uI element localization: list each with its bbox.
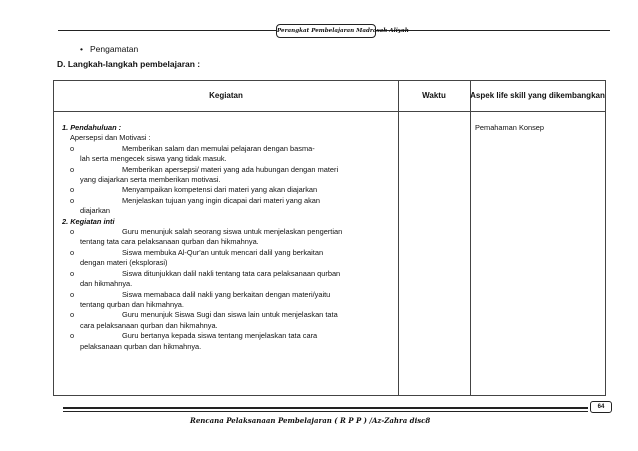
phase-title: 2. Kegiatan inti: [62, 216, 115, 226]
list-item-text: Menjelaskan tujuan yang ingin dicapai dari materi yang akan: [122, 195, 321, 205]
phase2-list: [62, 227, 396, 352]
steps-table: [53, 80, 606, 396]
header-title: Perangkat Pembelajaran Madrasah Aliyah: [276, 24, 376, 38]
list-item-text: Menyampaikan kompetensi dari materi yang akan diajarkan: [122, 185, 318, 195]
list-item: [62, 165, 396, 186]
footer-rule: [63, 407, 588, 409]
circle-bullet-icon: o: [70, 164, 75, 174]
header-rule-right: [374, 30, 610, 31]
table-header-rule: [54, 111, 605, 112]
bullet-text: Pengamatan: [90, 44, 139, 54]
list-item-text: Memberikan salam dan memulai pelajaran dengan basma-: [122, 143, 315, 153]
list-item-text: Siswa membuka Al-Qur'an untuk mencari dalil yang berkaitan: [122, 247, 324, 257]
list-item-continuation: pelaksanaan qurban dan hikmahnya.: [80, 341, 202, 351]
circle-bullet-icon: o: [70, 143, 75, 153]
circle-bullet-icon: o: [70, 247, 75, 257]
list-item-text: Guru menunjuk Siswa Sugi dan siswa lain untuk menjelaskan tata: [122, 310, 338, 320]
list-item: [62, 331, 396, 352]
list-item-continuation: tentang tata cara pelaksanaan qurban dan hikmahnya.: [80, 237, 259, 247]
footer-rule: [63, 411, 588, 412]
list-item: [62, 269, 396, 290]
list-item: [62, 196, 396, 217]
circle-bullet-icon: o: [70, 227, 75, 237]
list-item-text: Memberikan apersepsi/ materi yang ada hubungan dengan materi: [122, 164, 339, 174]
list-item-text: Guru bertanya kepada siswa tentang menjelaskan tata cara: [122, 331, 318, 341]
list-item: [62, 310, 396, 331]
circle-bullet-icon: o: [70, 331, 75, 341]
kegiatan-content: [62, 123, 396, 352]
phase-subtitle: Apersepsi dan Motivasi :: [70, 133, 151, 143]
list-item-continuation: tentang qurban dan hikmahnya.: [80, 299, 184, 309]
footer-text: Rencana Pelaksanaan Pembelajaran ( R P P ) /Az-Zahra disc8: [190, 416, 431, 425]
list-item: [62, 290, 396, 311]
table-divider: [398, 81, 399, 395]
circle-bullet-icon: o: [70, 310, 75, 320]
bullet-item: [80, 44, 138, 54]
list-item-continuation: dengan materi (eksplorasi): [80, 258, 168, 268]
bullet-dot-icon: •: [80, 44, 83, 54]
circle-bullet-icon: o: [70, 268, 75, 278]
list-item-text: Siswa memabaca dalil nakli yang berkaitan dengan materi/yaitu: [122, 289, 331, 299]
list-item: [62, 227, 396, 248]
header-rule-left: [58, 30, 276, 31]
header-waktu: Waktu: [422, 91, 446, 101]
circle-bullet-icon: o: [70, 289, 75, 299]
list-item-continuation: diajarkan: [80, 206, 110, 216]
page-number: 64: [590, 401, 612, 413]
list-item-text: Guru menunjuk salah seorang siswa untuk menjelaskan pengertian: [122, 227, 343, 237]
list-item: [62, 144, 396, 165]
phase1-list: [62, 144, 396, 217]
list-item: [62, 185, 396, 195]
header-aspek: Aspek life skill yang dikembangkan: [470, 91, 605, 101]
list-item-continuation: lah serta mengecek siswa yang tidak masuk.: [80, 154, 227, 164]
list-item-text: Siswa ditunjukkan dalil nakli tentang tata cara pelaksanaan qurban: [122, 268, 341, 278]
phase-title: 1. Pendahuluan :: [62, 123, 122, 132]
circle-bullet-icon: o: [70, 195, 75, 205]
table-divider: [470, 81, 471, 395]
header-kegiatan: Kegiatan: [209, 91, 243, 101]
aspek-value: Pemahaman Konsep: [475, 123, 545, 132]
list-item-continuation: cara pelaksanaan qurban dan hikmahnya.: [80, 320, 218, 330]
list-item: [62, 248, 396, 269]
circle-bullet-icon: o: [70, 185, 75, 195]
section-title: D. Langkah-langkah pembelajaran :: [57, 59, 201, 69]
list-item-continuation: yang diajarkan serta memberikan motivasi.: [80, 175, 221, 185]
list-item-continuation: dan hikmahnya.: [80, 279, 133, 289]
